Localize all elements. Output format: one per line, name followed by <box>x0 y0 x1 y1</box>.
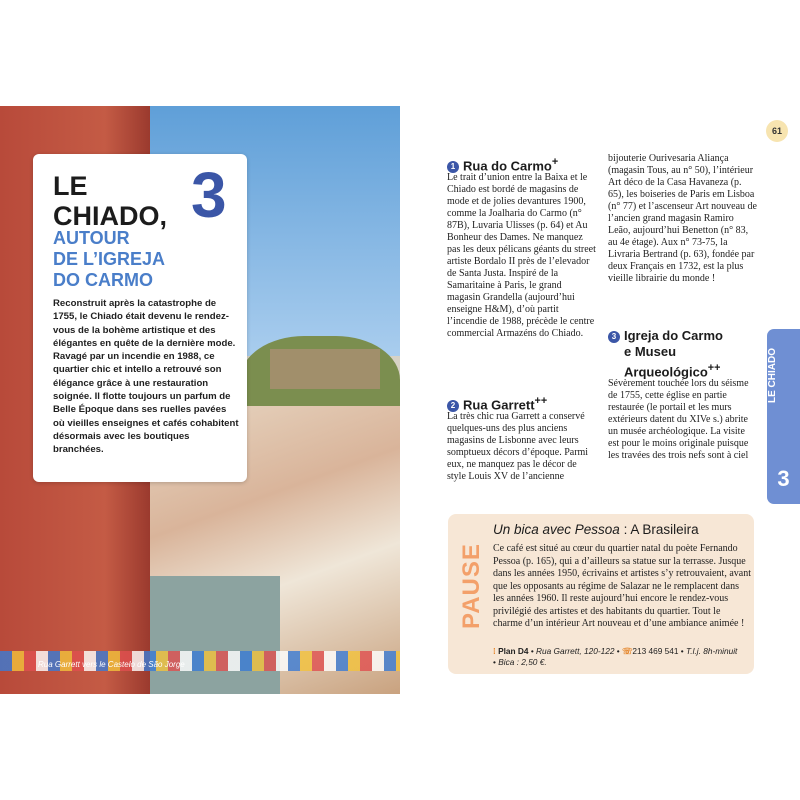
chapter-number: 3 <box>191 159 227 231</box>
chapter-subtitle-line2: DE L’IGREJA <box>53 249 166 269</box>
section-1-stars: + <box>551 156 559 168</box>
section-3-text: Sévèrement touchée lors du séisme de 1755, cette église en partie restaurée (le portail et les murs extérieurs datent du XIVe s.) abrite un musée archéologique. La visite est pour le moins originale puisque les travées des trois nefs sont à ciel <box>608 378 749 461</box>
pause-price: Bica : 2,50 €. <box>498 657 547 667</box>
pause-title <box>493 522 699 537</box>
pause-info: ⁞ Plan D4 • Rua Garrett, 120-122 • ☏213 469 541 • T.l.j. 8h-minuit • Bica : 2,50 €. <box>493 646 738 667</box>
pause-text: Ce café est situé au cœur du quartier natal du poète Fernando Pessoa (p. 165), qui a d’ailleurs sa statue sur la terrasse. Jusque dans les années 1950, écrivains et artistes s’y retrouvaient, avant que les opposants au régime de Salazar ne le remplacent dans les années 1960. Il reste aujourd’hui encore le rendez-vous privilégié des artistes et des habitants du quartier. Tout le charme d’un intérieur Art nouveau et d’une ambiance animée ! <box>493 543 751 629</box>
section-1-number: 1 <box>447 161 459 173</box>
section-2-title: Rua Garrett <box>463 397 535 413</box>
section-3-title-line1: Igreja do Carmo <box>624 328 723 343</box>
section-2-stars: ++ <box>534 395 548 407</box>
phone-icon: ☏ <box>621 646 633 656</box>
chapter-tab-label: LE CHIADO <box>767 348 778 404</box>
section-1-text: Le trait d’union entre la Baixa et le Chiado est bordé de magasins de mode et de jolies devantures 1900, comme la Joalharia do Carmo (n° 87B), Luvaria Ulisses (p. 64) et Au Bonheur des Dames. Ne manquez pas les deux pélicans géants du street artiste Bordalo II près de l’elevador de Santa Justa. Inspiré de la Samaritaine à Paris, le grand magasin Grandella (aujourd’hui enseigne H&M), d’où partit l’incendie de 1988, précède le centre commercial Armazéns do Chiado. <box>447 172 596 339</box>
photo-caption: Rua Garrett vers le Castelo de São Jorge <box>38 660 185 669</box>
chapter-title <box>53 171 167 231</box>
pause-title-italic: Un bica avec Pessoa <box>493 522 620 537</box>
pause-title-rest: : A Brasileira <box>619 522 699 537</box>
chapter-title-line1: LE <box>53 171 88 201</box>
pause-label: PAUSE <box>458 543 485 629</box>
section-2-number: 2 <box>447 400 459 412</box>
section-3-stars: ++ <box>707 362 721 374</box>
section-1-title: Rua do Carmo <box>463 158 552 174</box>
section-3-title-line2: e Museu <box>624 344 677 359</box>
column-2-text: bijouterie Ourivesaria Aliança (magasin Tous, au n° 50), l’intérieur Art déco de la Casa Havaneza (p. 65), les boiseries de Paris em Lisboa (n° 77) et l’ascenseur Art nouveau de l’ancien grand magasin Ramiro Leão, aujourd’hui Benetton (n° 83, au 4e étage). Aux n° 73-75, la Livraria Bertrand (p. 63), fondée par deux Français en 1732, est la plus vieille librairie du monde ! <box>608 153 757 284</box>
section-2-text: La très chic rua Garrett a conservé quelques-uns des plus anciens magasins de Lisbonne avec leurs somptueux décors d’époque. Parmi eux, ne manquez pas le décor de style Louis XV de l’ancienne <box>447 411 589 482</box>
section-3-title-line3: Arqueológico <box>624 364 708 380</box>
chapter-subtitle-line3: DO CARMO <box>53 270 153 290</box>
chapter-title-card <box>33 154 247 482</box>
left-page <box>0 106 400 694</box>
chapter-intro: Reconstruit après la catastrophe de 1755, le Chiado était devenu le rendez-vous de la bohème artistique et des élégantes en quête de la dernière mode. Ravagé par un incendie en 1988, ce quartier chic et intello a retrouvé son élégance grâce à une restauration soignée. Il flotte toujours un parfum de Belle Époque dans ses ruelles pavées où vieilles enseignes et cafés cohabitent désormais avec les boutiques branchées. <box>53 298 239 456</box>
pause-hours: T.l.j. 8h-minuit <box>686 646 738 656</box>
chapter-title-line2: CHIADO, <box>53 201 167 231</box>
map-pin-icon: ⁞ <box>493 646 496 656</box>
pause-plan: Plan D4 <box>498 646 529 656</box>
pause-address: Rua Garrett, 120-122 <box>536 646 615 656</box>
section-3-heading <box>608 328 758 380</box>
pause-box <box>448 514 754 674</box>
photo-building-bottom <box>150 576 280 694</box>
page-number: 61 <box>766 120 788 142</box>
right-page <box>400 106 800 694</box>
chapter-tab-number: 3 <box>777 466 790 491</box>
pause-phone: 213 469 541 <box>632 646 679 656</box>
section-3-number: 3 <box>608 331 620 343</box>
chapter-subtitle-line1: AUTOUR <box>53 228 130 248</box>
chapter-subtitle <box>53 228 165 291</box>
photo-castle <box>270 349 380 389</box>
